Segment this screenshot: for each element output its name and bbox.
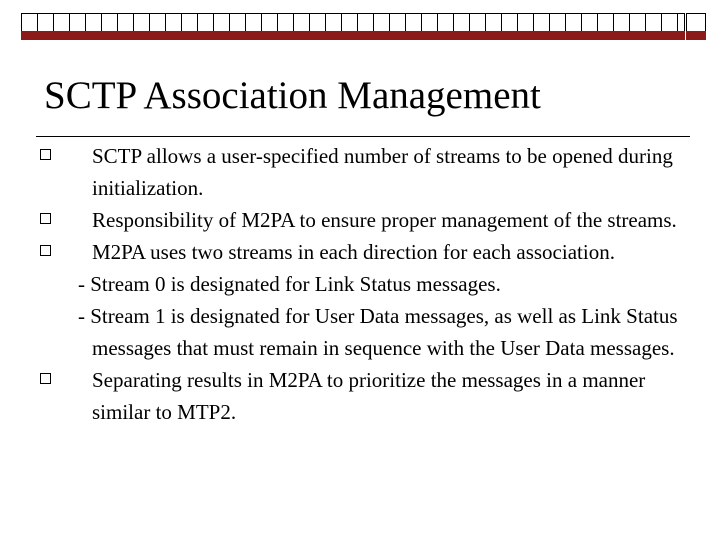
- bullet-item: [0, 364, 692, 428]
- header-corner-bar: [686, 31, 706, 40]
- bullet-text: Separating results in M2PA to prioritize the messages in a manner similar to MTP2.: [92, 368, 646, 424]
- bullet-item: [0, 236, 692, 268]
- bullet-item: [0, 140, 692, 204]
- bullet-item: [0, 204, 692, 236]
- title-divider: [36, 136, 690, 137]
- hollow-square-bullet-icon: [40, 245, 51, 256]
- hollow-square-bullet-icon: [40, 213, 51, 224]
- slide-title: SCTP Association Management: [44, 74, 541, 117]
- slide-body: [0, 140, 720, 428]
- bullet-text: Responsibility of M2PA to ensure proper management of the streams.: [92, 208, 677, 232]
- sub-item: - Stream 1 is designated for User Data messages, as well as Link Status messages that must remain in sequence with the User Data messages.: [78, 304, 678, 360]
- header-accent-bar: [21, 31, 685, 40]
- bullet-text: M2PA uses two streams in each direction for each association.: [92, 240, 615, 264]
- hollow-square-bullet-icon: [40, 373, 51, 384]
- header-checker-strip: [21, 13, 685, 32]
- bullet-text: SCTP allows a user-specified number of streams to be opened during initialization.: [92, 144, 673, 200]
- hollow-square-bullet-icon: [40, 149, 51, 160]
- header-corner-square: [686, 13, 706, 33]
- sub-item: - Stream 0 is designated for Link Status messages.: [78, 272, 501, 296]
